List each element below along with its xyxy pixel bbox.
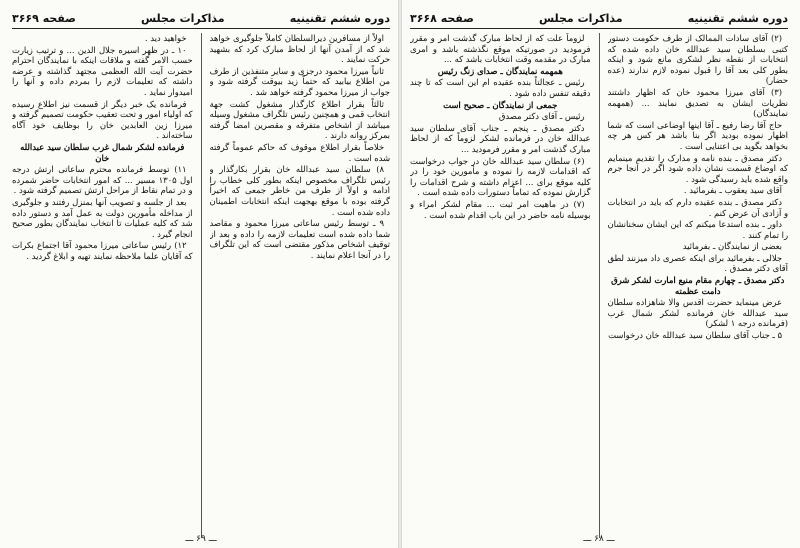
right-header-title: مذاكرات مجلس [538,11,623,25]
paragraph: ۱۲) رئیس ساعاتی میرزا محمود آقا اجتماع بکرات که آقایان علما ملاحظه نمایند تهیه و ابلاغ گردید . [12,240,193,261]
paragraph: ۵ ـ جناب آقای سلطان سید عبدالله خان درخواست [608,330,782,341]
right-page [400,0,800,548]
paragraph: حاج آقا رضا رفیع ـ آقا اینها اوضاعی است که شما اظهار نموده بودید اگر بنا باشد هر کس هر چه بخواهد بگوید بی اعتنایی است . [607,119,788,151]
paragraph: (۳) آقای میرزا محمود خان که اظهار داشتند نظریات ایشان به تصدیق نمایند ... (همهمه نمایندگان) [607,86,788,119]
paragraph: (۷) در ماهیت امر ثبت ... مقام لشکر امراء و بوسیله نامه حاضر در این باب اقدام شده است . [410,198,591,220]
paragraph: دکتر مصدق ـ پنجم ـ جناب آقای سلطان سید عبدالله خان در فرمانده لشکر لزوماً که از لحاظ مبارک گذشت امر و مقرر فرمودید ... [410,122,591,154]
paragraph: بعضی از نمایندگان ـ بفرمائید [682,241,782,252]
left-page-header [12,8,390,29]
paragraph: جلالی ـ بفرمائید برای اینکه عصری داد میزنند لطق آقای دکتر مصدق . [607,252,788,274]
paragraph: خلاصاً بقرار اطلاع موقوف که حاکم عموماً گرفته شده است . [209,141,390,163]
paragraph: ثانیاً میرزا محمود درجزی و سایر متنفذین از طرف من اطلاع بیابید که حتماً زید بیوقت گرفته شود و جواب از میرزا محمود گرفته خواهد شد . [209,65,390,97]
left-header-title: مذاكرات مجلس [140,11,225,25]
paragraph: خواهید دید . [144,33,187,43]
paragraph: ۱۱) توسط فرمانده محترم ساعاتی ارتش درجه اول ۱۳۰۵ مسیر ... که امور انتخابات حاضر شمرده و در تمام نقاط از مراحل ارتش تصمیم گرفته شود . [12,164,193,196]
paragraph: (۲) آقای سادات الممالک از طرف حکومت دستور کتبی بسلطان سید عبدالله خان داده شده که انتخابات از نقطه نظر لشکری مانع شود و اینکه بطور کلی بعد آقا را قبول نموده لازم ندارند (عده حضار) [607,33,788,86]
right-page-number: ـــ ۶۸ ـــ [583,534,615,544]
left-page-right-column [210,33,391,538]
paragraph: داور ـ بنده استدعا میکنم که این ایشان سخنانشان را تمام کنند . [607,219,788,240]
paragraph: دکتر مصدق ـ بنده عقیده دارم که باید در انتخابات و آزادی آن عرض کنم . [607,196,788,218]
paragraph: عرض مینماید حضرت اقدس والا شاهزاده سلطان سید عبدالله خان فرمانده لشکر شمال غرب (فرمانده درجه ۱ لشکر) [607,297,788,329]
left-page-columns [12,33,390,538]
left-page-number: ـــ ۶۹ ـــ [185,534,217,544]
paragraph: اولاً از مسافرین دیرالسلطان کاملاً جلوگیری خواهد شد که از آمدن آنها از لحاظ مبارک کرد که بشهید حرکت نمایند . [209,33,390,65]
paragraph: ۱۰ ـ در ظهر اسیره جلال الدین ... و ترتیب زیارت حسب الامر گفته و ملاقات اینکه با نمایندگان احترام حضرت آیت الله العظمی مجتهد گذاشته و عرضه داشته که تعلیمات لازم را بمردم داده و آنها را امیدوار نماید . [12,44,193,97]
column-divider [201,33,202,538]
stage-direction: همهمه نمایندگان ـ صدای زنگ رئیس [437,65,563,76]
signature-line: فرمانده لشکر شمال غرب سلطان سید عبدالله خان [20,141,185,163]
left-header-term: دوره ششم تقنينيه [289,11,390,25]
paragraph: ۸) سلطان سید عبدالله خان بقرار بکارگذار و رئیس تلگراف مخصوص اینکه بطور کلی خطاب را ادامه و اولاً از طرف من خاطر جمعی که اخیراً گرفته بوده با موقع بهجهت اینکه انتخابات اطمینان داده شده است . [209,164,390,217]
right-header-page: صفحه ۳۶۶۸ [410,11,474,25]
right-page-columns [410,33,788,538]
right-header-term: دوره ششم تقنينيه [687,11,788,25]
paragraph: دکتر مصدق ـ بنده نامه و مدارک را تقدیم مینمایم که اوضاع قسمت نشان داده شود اگر در آنجا جرم واقع شده باید رسیدگی شود . [607,152,788,184]
paragraph: فرمانده یک خبر دیگر از قسمت نیز اطلاع رسیده که اولیاء امور و تحت تعقیب حکومت تصمیم گرفته و میرزا زین العابدین خان را بوظایف خود آگاه ساخته‌اند . [12,98,193,141]
paragraph: (۶) سلطان سید عبدالله خان در جواب درخواست که اقدامات لازمه را نموده و مأمورین خود را در کلیه موقع برای ... اعزام داشته و شرح اقدامات را گزارش نموده که تماماً دستورات داده شده است . [410,155,591,198]
paragraph: ۹ ـ توسط رئیس ساعاتی میرزا محمود و مقاصد شما داده شده است تعلیمات لازمه را داده و بعد از توقیف اشخاص مذکور مقتضی است که این تلگراف را در آنجا اعلام نمایند . [209,218,390,260]
stage-direction: جمعی از نمایندگان ـ صحیح است [443,99,558,110]
left-page-left-column [12,33,193,538]
paragraph: رئیس ـ آقای دکتر مصدق [498,111,585,122]
paragraph: بعد از جلسه و تصویب آنها بمنزل رفتند و جلوگیری از مداخله مأمورین دولت به عمل آمد و دستور داده شد که کلیه عملیات تا انتخاب نمایندگان بطور صحیح انجام گیرد . [12,196,193,239]
right-page-right-column [608,33,789,538]
address-line: دکتر مصدق ـ چهارم مقام منیع امارت لشکر شرق دامت عظمته [611,275,785,296]
right-page-header [410,8,788,29]
right-page-left-column [410,33,591,538]
left-header-page: صفحه ۳۶۶۹ [12,11,76,25]
paragraph: آقای سید یعقوب ـ بفرمائید . [683,185,782,196]
paragraph: ثالثاً بقرار اطلاع کارگذار مشغول کشت جهة انتخاب قمی و همچنین رئیس تلگراف مشغول وسیله میباشد از اشخاص متفرقه و مقصرین امضا گرفته بمرکز روانه دارند . [209,98,390,141]
column-divider [599,33,600,538]
paragraph: رئیس ـ عجالتاً بنده عقیده ام این است که تا چند دقیقه تنفس داده شود . [410,77,591,98]
paragraph: لزوماً علت که از لحاظ مبارک گذشت امر و مقرر فرمودید در صورتیکه موقع نگذشته باشد و امری مبارک در مقدمه وقت انتخابات باشد که ... [410,33,591,65]
